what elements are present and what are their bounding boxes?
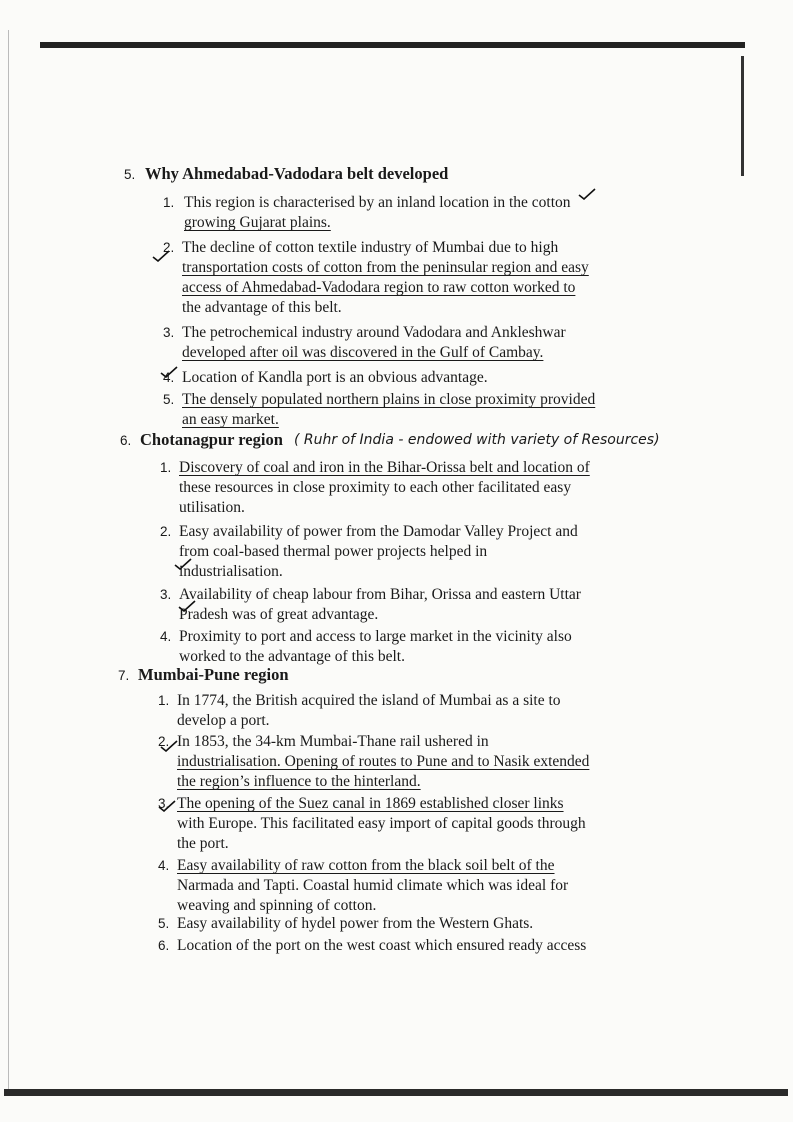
item-line: In 1853, the 34-km Mumbai-Thane rail ushered in bbox=[177, 733, 489, 750]
item-line: The densely populated northern plains in close proximity provided bbox=[182, 391, 596, 408]
item-line: weaving and spinning of cotton. bbox=[177, 897, 377, 914]
section-number: 6. bbox=[120, 433, 132, 448]
item-line: with Europe. This facilitated easy import of capital goods through bbox=[177, 815, 586, 832]
item-line: Easy availability of power from the Damodar Valley Project and bbox=[179, 523, 578, 540]
item-line: Availability of cheap labour from Bihar, Orissa and eastern Uttar bbox=[179, 586, 581, 603]
item-line: transportation costs of cotton from the peninsular region and easy bbox=[182, 259, 589, 276]
item-number: 4. bbox=[163, 370, 175, 385]
item-line: In 1774, the British acquired the island of Mumbai as a site to bbox=[177, 692, 561, 709]
item-number: 4. bbox=[158, 858, 170, 873]
item-line: an easy market. bbox=[182, 411, 279, 428]
item-line: Discovery of coal and iron in the Bihar-Orissa belt and location of bbox=[179, 459, 590, 476]
item-number: 1. bbox=[163, 195, 175, 210]
section-title: Why Ahmedabad-Vadodara belt developed bbox=[145, 164, 449, 183]
item-line: the region’s influence to the hinterland. bbox=[177, 773, 421, 790]
check-mark-icon bbox=[152, 250, 170, 262]
section-number: 5. bbox=[124, 167, 136, 182]
item-number: 1. bbox=[160, 460, 172, 475]
item-line: developed after oil was discovered in the Gulf of Cambay. bbox=[182, 344, 544, 361]
item-number: 2. bbox=[160, 524, 172, 539]
item-line: growing Gujarat plains. bbox=[184, 214, 331, 231]
item-line: worked to the advantage of this belt. bbox=[179, 648, 405, 665]
item-number: 3. bbox=[158, 796, 170, 811]
check-mark-icon bbox=[578, 188, 596, 200]
section-title: Chotanagpur region bbox=[140, 430, 283, 449]
item-line: Easy availability of raw cotton from the black soil belt of the bbox=[177, 857, 555, 874]
item-line: Location of Kandla port is an obvious advantage. bbox=[182, 369, 488, 386]
item-number: 3. bbox=[163, 325, 175, 340]
check-mark-icon bbox=[158, 800, 176, 812]
item-line: develop a port. bbox=[177, 712, 270, 729]
check-mark-icon bbox=[160, 740, 178, 752]
item-line: industrialisation. bbox=[179, 563, 283, 580]
item-number: 2. bbox=[158, 734, 170, 749]
item-line: Proximity to port and access to large market in the vicinity also bbox=[179, 628, 572, 645]
item-number: 3. bbox=[160, 587, 172, 602]
item-line: Location of the port on the west coast which ensured ready access bbox=[177, 937, 587, 954]
item-number: 2. bbox=[163, 240, 175, 255]
item-line: The opening of the Suez canal in 1869 established closer links bbox=[177, 795, 564, 812]
item-line: Easy availability of hydel power from the Western Ghats. bbox=[177, 915, 534, 932]
item-line: This region is characterised by an inland location in the cotton bbox=[184, 194, 571, 211]
item-line: these resources in close proximity to each other facilitated easy bbox=[179, 479, 572, 496]
item-number: 5. bbox=[158, 916, 170, 931]
check-mark-icon bbox=[174, 558, 192, 570]
item-line: Narmada and Tapti. Coastal humid climate which was ideal for bbox=[177, 877, 569, 894]
item-line: industrialisation. Opening of routes to Pune and to Nasik extended bbox=[177, 753, 590, 770]
check-mark-icon bbox=[178, 600, 196, 612]
handwritten-note: ( Ruhr of India - endowed with variety of Resources) bbox=[294, 432, 660, 448]
item-line: the advantage of this belt. bbox=[182, 299, 342, 316]
item-line: the port. bbox=[177, 835, 229, 852]
item-line: access of Ahmedabad-Vadodara region to raw cotton worked to bbox=[182, 279, 576, 296]
item-number: 1. bbox=[158, 693, 170, 708]
item-number: 6. bbox=[158, 938, 170, 953]
item-line: from coal-based thermal power projects helped in bbox=[179, 543, 488, 560]
item-line: utilisation. bbox=[179, 499, 245, 516]
item-line: Pradesh was of great advantage. bbox=[179, 606, 379, 623]
item-line: The petrochemical industry around Vadodara and Ankleshwar bbox=[182, 324, 566, 341]
item-number: 4. bbox=[160, 629, 172, 644]
item-number: 5. bbox=[163, 392, 175, 407]
section-title: Mumbai-Pune region bbox=[138, 665, 289, 684]
bottom-border-rule bbox=[4, 1089, 788, 1096]
section-number: 7. bbox=[118, 668, 130, 683]
check-mark-icon bbox=[160, 366, 178, 378]
item-line: The decline of cotton textile industry of Mumbai due to high bbox=[182, 239, 559, 256]
